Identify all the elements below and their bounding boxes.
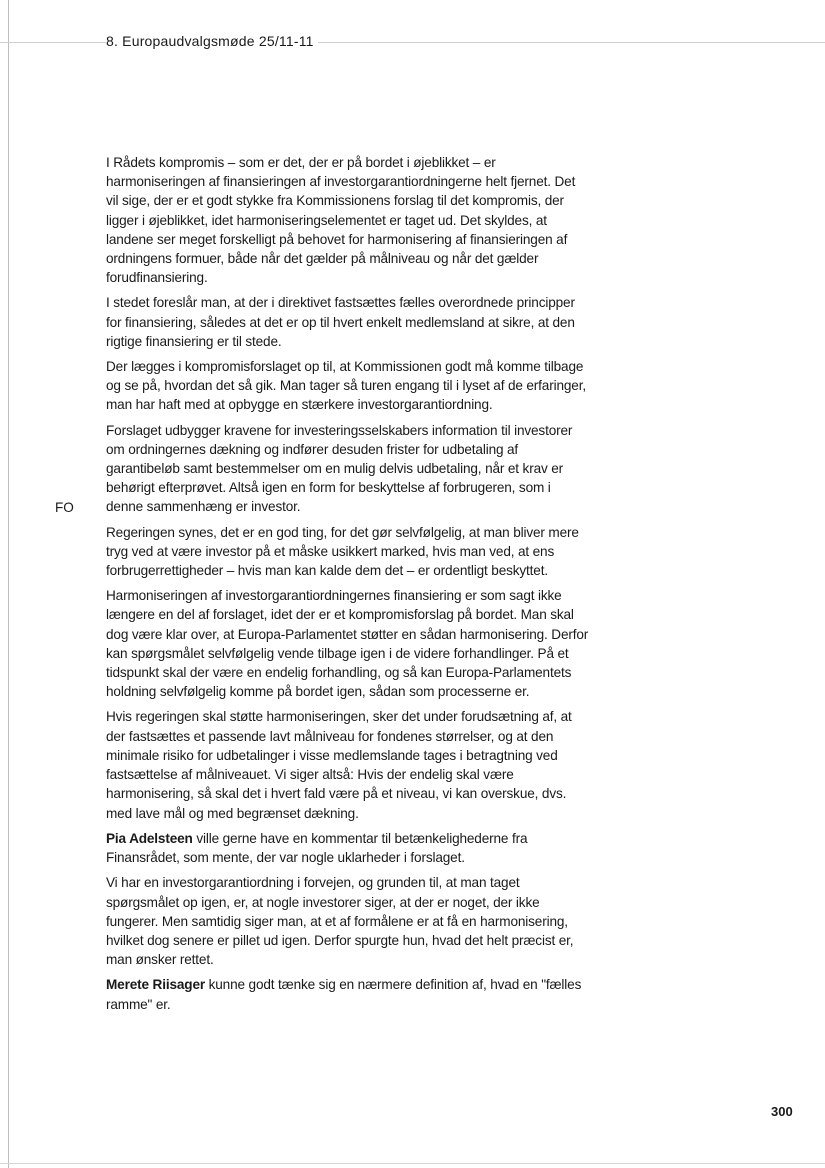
paragraph-text: ville gerne have en kommentar til betænkelighederne fra Finansrådet, som mente, der var nogle uklarheder i forslaget. <box>106 831 528 866</box>
page-number: 300 <box>771 1104 793 1119</box>
paragraph: Harmoniseringen af investorgarantiordningernes finansiering er som sagt ikke længere en del af forslaget, idet der er et kompromisforslag på bordet. Man skal dog være klar over, at Europa-Parlamentet støtter en sådan harmonisering. Derfor kan spørgsmålet selvfølgelig vende tilbage igen i de videre forhandlinger. På et tidspunkt skal der være en endelig forhandling, og så kan Europa-Parlamentets holdning selvfølgelig komme på bordet igen, sådan som processerne er. <box>106 588 589 700</box>
paragraph: Vi har en investorgarantiordning i forvejen, og grunden til, at man taget spørgsmålet op igen, er, at nogle investorer siger, at der er noget, der ikke fungerer. Men samtidig siger man, at et af formålene er at få en harmonisering, hvilket dog senere er pillet ud igen. Derfor spurgte hun, hvad det helt præcist er, man ønsker rettet. <box>106 875 574 968</box>
footer-rule <box>0 1163 825 1164</box>
paragraph: Hvis regeringen skal støtte harmoniseringen, sker det under forudsætning af, at der fastsættes et passende lavt målniveau for fondenes størrelser, og at den minimale risiko for udbetalinger i visse medlemslande tages i betragtning ved fastsættelse af målniveauet. Vi siger altså: Hvis der endelig skal være harmonisering, så skal det i hvert fald være på et niveau, vi kan overskue, dvs. med lave mål og med begrænset dækning. <box>106 709 572 821</box>
paragraph: I Rådets kompromis – som er det, der er på bordet i øjeblikket – er harmoniseringen af finansieringen af investorgarantiordningerne helt fjernet. Det vil sige, der er et godt stykke fra Kommissionens forslag til det kompromis, der ligger i øjeblikket, idet harmoniseringselementet er taget ud. Det skyldes, at landene ser meget forskelligt på behovet for harmonisering af finansieringen af ordningens formuer, både når det gælder på målniveau og når det gælder forudfinansiering. <box>106 155 576 286</box>
paragraph <box>106 829 590 867</box>
paragraph-text: kunne godt tænke sig en nærmere definition af, hvad en "fælles ramme" er. <box>106 977 582 1012</box>
body-section-1 <box>106 153 590 829</box>
paragraph: Forslaget udbygger kravene for investeringsselskabers information til investorer om ordningernes dækning og indfører desuden frister for udbetaling af garantibeløb samt bestemmelser om en mulig delvis udbetaling, når et krav er behørigt efterprøvet. Altså igen en form for beskyttelse af forbrugeren, som i denne sammenhæng er investor. <box>106 422 573 515</box>
page-header: 8. Europaudvalgsmøde 25/11-11 <box>106 33 318 49</box>
paragraph: I stedet foreslår man, at der i direktivet fastsættes fælles overordnede principper for finansiering, således at det er op til hvert enkelt medlemsland at sikre, at den rigtige finansiering er til stede. <box>106 295 575 349</box>
left-margin-rule <box>8 0 9 1168</box>
paragraph <box>106 975 590 1013</box>
margin-code: FO <box>55 500 74 515</box>
paragraph: Der lægges i kompromisforslaget op til, at Kommissionen godt må komme tilbage og se på, hvordan det så gik. Man tager så turen engang til i lyset af de erfaringer, man har haft med at opbygge en stærkere investorgarantiordning. <box>106 359 586 413</box>
body-section-2 <box>106 829 590 1020</box>
speaker-name: Merete Riisager <box>106 977 205 993</box>
speaker-name: Pia Adelsteen <box>106 831 193 846</box>
paragraph: Regeringen synes, det er en god ting, for det gør selvfølgelig, at man bliver mere tryg ved at være investor på et måske usikkert marked, hvis man ved, at ens forbrugerrettigheder – hvis man kan kalde dem det – er ordentligt beskyttet. <box>106 524 579 579</box>
